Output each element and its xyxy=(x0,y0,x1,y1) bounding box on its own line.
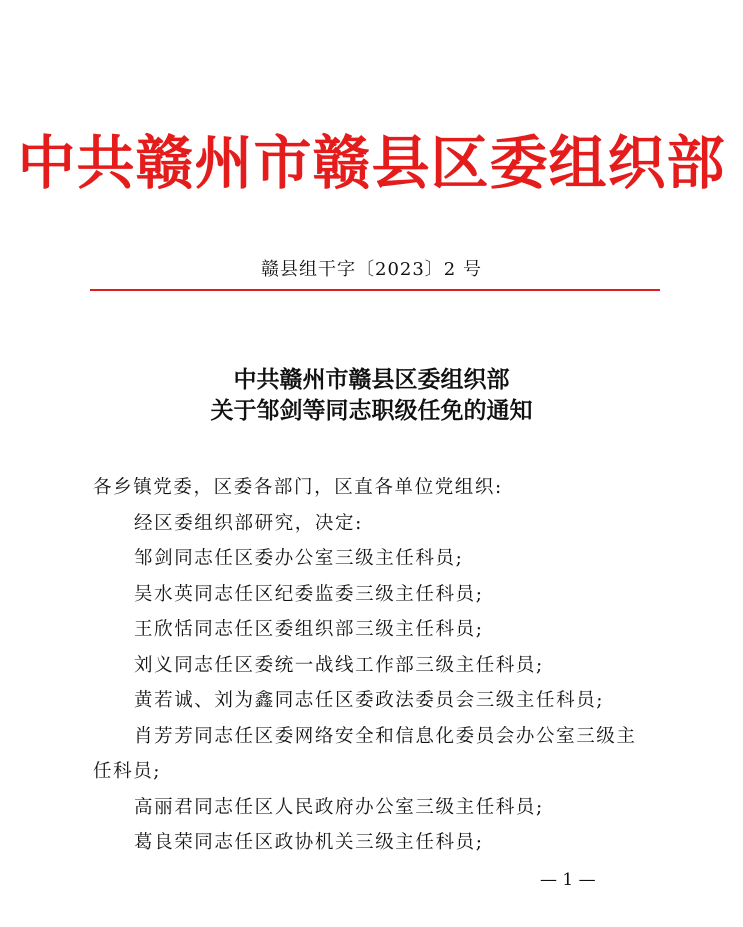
document-body xyxy=(93,470,653,861)
red-divider-line xyxy=(90,289,660,291)
appointment-item xyxy=(93,719,653,790)
appointment-item-text: 肖芳芳同志任区委网络安全和信息化委员会办公室三级主任科员; xyxy=(93,725,637,782)
title-line-2: 关于邹剑等同志职级任免的通知 xyxy=(210,397,533,424)
title-line-1: 中共赣州市赣县区委组织部 xyxy=(233,366,510,393)
appointment-item: 邹剑同志任区委办公室三级主任科员; xyxy=(134,548,464,569)
page-number: — 1 — xyxy=(540,870,596,890)
appointment-item: 刘义同志任区委统一战线工作部三级主任科员; xyxy=(134,654,544,676)
document-title xyxy=(0,364,743,426)
appointment-item: 吴水英同志任区纪委监委三级主任科员; xyxy=(134,583,484,605)
document-number: 赣县组干字〔2023〕2 号 xyxy=(261,259,482,280)
issuing-office-masthead: 中共赣州市赣县区委组织部 xyxy=(17,129,726,197)
appointment-item: 王欣恬同志任区委组织部三级主任科员; xyxy=(134,619,484,640)
appointment-item: 黄若诚、刘为鑫同志任区委政法委员会三级主任科员; xyxy=(134,690,605,711)
salutation: 各乡镇党委，区委各部门，区直各单位党组织: xyxy=(93,477,503,498)
intro-paragraph: 经区委组织部研究，决定: xyxy=(134,512,363,534)
appointment-item: 葛良荣同志任区政协机关三级主任科员; xyxy=(134,832,484,853)
appointment-item: 高丽君同志任区人民政府办公室三级主任科员; xyxy=(134,796,544,818)
